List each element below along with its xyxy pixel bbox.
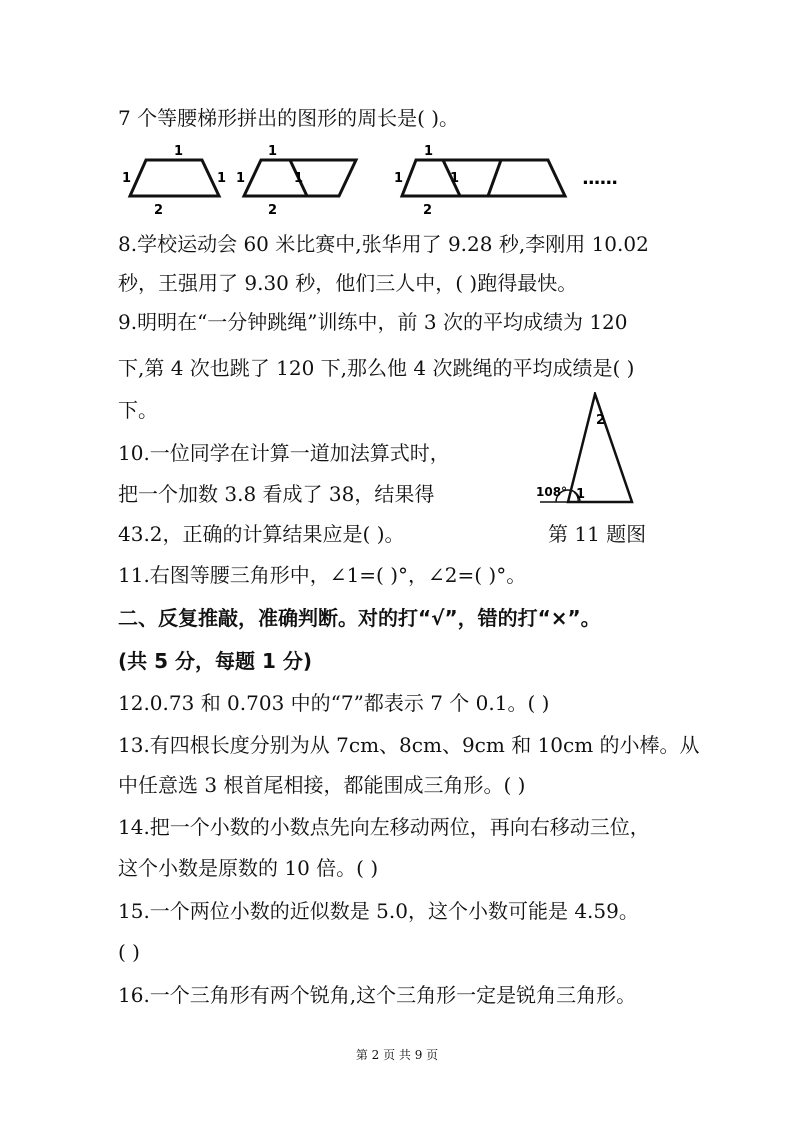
figure-caption: 第 11 题图 [548,522,647,546]
q11-text: 11.右图等腰三角形中，∠1=( )°，∠2=( )°。 [118,563,527,587]
angle-108-label: 108° [536,485,568,499]
trapezoid-figure [116,142,676,218]
side-label-3a: 1 [394,171,404,186]
q9-line-2: 下,第 4 次也跳了 120 下,那么他 4 次跳绳的平均成绩是( ) [118,356,635,380]
q13-line-2: 中任意选 3 根首尾相接，都能围成三角形。( ) [118,773,526,797]
page-footer: 第 2 页 共 9 页 [355,1048,439,1062]
side-label-3b: 1 [450,171,460,186]
trapezoid-shape-3 [402,160,565,196]
q14-line-1: 14.把一个小数的小数点先向左移动两位，再向右移动三位， [118,815,650,839]
section2-title: 二、反复推敲，准确判断。对的打“√”，错的打“×”。 [118,606,601,630]
bottom-label-2: 2 [268,203,278,218]
top-label-3: 1 [424,144,434,159]
triangle-figure [528,392,648,510]
q7-text: 7 个等腰梯形拼出的图形的周长是( )。 [118,106,460,130]
q15-line-2: ( ) [118,940,140,964]
q10-line-1: 10.一位同学在计算一道加法算式时， [118,441,450,465]
ellipsis: ...... [582,168,618,189]
q10-line-3: 43.2，正确的计算结果应是( )。 [118,522,405,546]
q9-line-3: 下。 [118,398,158,422]
q14-line-2: 这个小数是原数的 10 倍。( ) [118,856,379,880]
trapezoid-shape-1 [130,160,219,196]
side-label-1b: 1 [217,171,227,186]
side-label-1a: 1 [122,171,132,186]
top-label-2: 1 [268,144,278,159]
q10-line-2: 把一个加数 3.8 看成了 38，结果得 [118,482,435,506]
q8-line-2: 秒，王强用了 9.30 秒，他们三人中，( )跑得最快。 [118,271,578,295]
q15-line-1: 15.一个两位小数的近似数是 5.0，这个小数可能是 4.59。 [118,899,639,923]
bottom-label-1: 2 [154,203,164,218]
top-label-1: 1 [174,144,184,159]
bottom-label-3: 2 [423,203,433,218]
q13-line-1: 13.有四根长度分别为从 7cm、8cm、9cm 和 10cm 的小棒。从 [118,733,700,757]
section2-score: (共 5 分，每题 1 分) [118,649,312,673]
side-label-2a: 1 [236,171,246,186]
side-label-2b: 1 [294,171,304,186]
q16-text: 16.一个三角形有两个锐角,这个三角形一定是锐角三角形。 [118,983,637,1007]
q9-line-1: 9.明明在“一分钟跳绳”训练中，前 3 次的平均成绩为 120 [118,310,628,334]
q8-line-1: 8.学校运动会 60 米比赛中,张华用了 9.28 秒,李刚用 10.02 [118,232,649,256]
angle2-label: 2 [596,413,606,428]
angle1-label: 1 [576,487,586,502]
q12-text: 12.0.73 和 0.703 中的“7”都表示 7 个 0.1。( ) [118,691,550,715]
